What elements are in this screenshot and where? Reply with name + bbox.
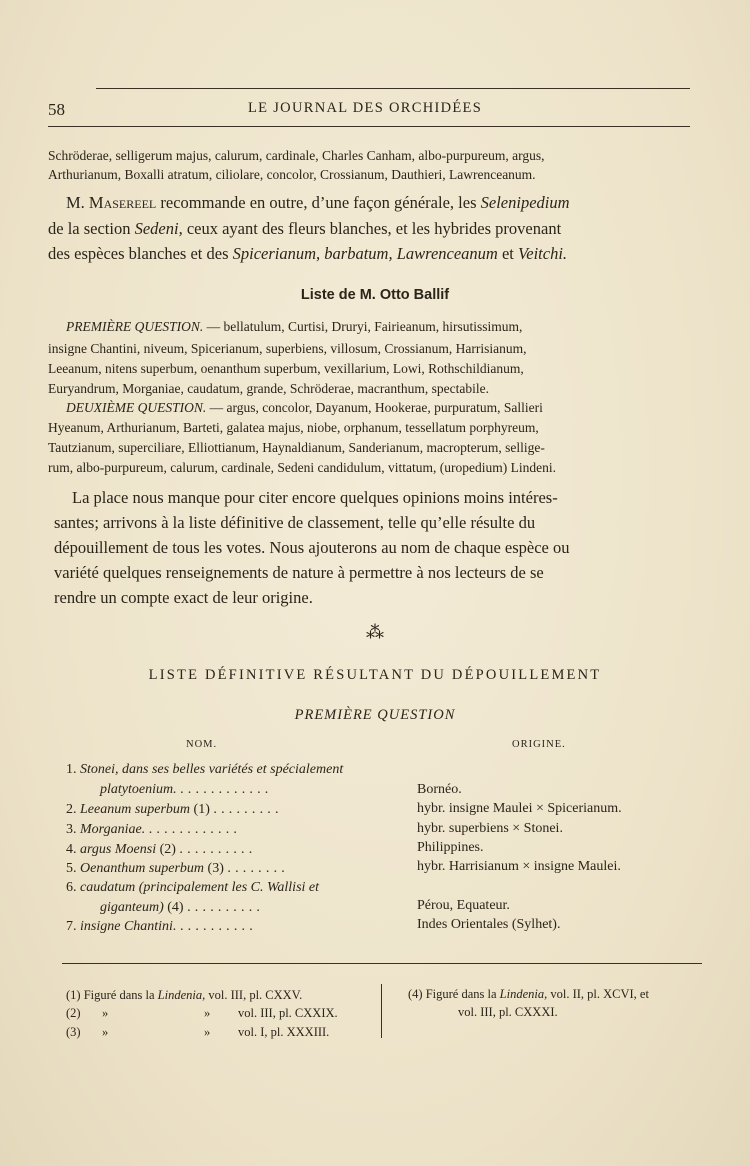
- origin-cell: Indes Orientales (Sylhet).: [417, 917, 561, 932]
- table-row: 4. argus Moensi (2) ..........: [66, 842, 257, 857]
- text-line: Hyeanum, Arthurianum, Barteti, galatea majus, niobe, orphanum, tessellatum porphyreum,: [48, 420, 539, 435]
- table-row: 2. Leeanum superbum (1) .........: [66, 802, 283, 817]
- table-row-continuation: giganteum) (4) ..........: [100, 900, 265, 915]
- header-top-rule: [96, 88, 690, 89]
- text-line: santes; arrivons à la liste définitive de classement, telle qu’elle résulte du: [54, 513, 536, 532]
- text-line: Arthurianum, Boxalli atratum, ciliolare, concolor, Crossianum, Dauthieri, Lawrenceanum.: [48, 167, 536, 182]
- final-list-subtitle: PREMIÈRE QUESTION: [294, 707, 456, 723]
- text-line: insigne Chantini, niveum, Spicerianum, superbiens, villosum, Crossianum, Harrisianum,: [48, 341, 527, 356]
- table-row: 6. caudatum (principalement les C. Wallisi et: [66, 880, 320, 895]
- text-line: Euryandrum, Morganiae, caudatum, grande, Schröderae, macranthum, spectabile.: [48, 381, 489, 396]
- table-row: 5. Oenanthum superbum (3) ........: [66, 861, 289, 876]
- running-header: [48, 88, 690, 130]
- header-bottom-rule: [48, 126, 690, 127]
- table-row: 7. insigne Chantini. ..........: [66, 919, 257, 934]
- list-heading: Liste de M. Otto Ballif: [300, 287, 450, 303]
- text-line: variété quelques renseignements de nature à permettre à nos lecteurs de se: [54, 563, 544, 582]
- page-number: 58: [48, 100, 65, 119]
- asterism-ornament: ⁂: [366, 622, 384, 642]
- footnote-column-divider: [381, 984, 382, 1038]
- origin-cell: hybr. insigne Maulei × Spicerianum.: [417, 801, 622, 816]
- origin-cell: hybr. superbiens × Stonei.: [417, 821, 563, 836]
- text-line: Schröderae, selligerum majus, calurum, cardinale, Charles Canham, albo-purpureum, argus,: [48, 148, 545, 163]
- text-line: Tautzianum, superciliare, Elliottianum, Haynaldianum, Sanderianum, macropterum, sellige-: [48, 440, 545, 455]
- origin-cell: Bornéo.: [417, 782, 462, 797]
- table-row-continuation: platytoenium. ............: [100, 782, 273, 797]
- question-2-label: DEUXIÈME QUESTION.: [66, 400, 207, 415]
- table-row: 1. Stonei, dans ses belles variétés et spécialement: [66, 762, 344, 777]
- table-row: 3. Morganiae. ............: [66, 822, 242, 837]
- column-header-origine: ORIGINE.: [512, 739, 566, 750]
- origin-cell: Pérou, Equateur.: [417, 898, 510, 913]
- journal-title: LE JOURNAL DES ORCHIDÉES: [248, 100, 483, 116]
- column-header-nom: NOM.: [186, 739, 218, 750]
- question-2-line: DEUXIÈME QUESTION. — argus, concolor, Dayanum, Hookerae, purpuratum, Sallieri: [66, 400, 543, 415]
- footnote-4: (4) Figuré dans la Lindenia, vol. II, pl. XCVI, et: [408, 987, 649, 1001]
- footnote-3: (3) » » vol. I, pl. XXXIII.: [66, 1025, 330, 1039]
- text-line: Leeanum, nitens superbum, oenanthum superbum, vexillarium, Lowi, Rothschildianum,: [48, 361, 524, 376]
- footnote-rule: [62, 963, 702, 964]
- origin-cell: Philippines.: [417, 840, 484, 855]
- text-line: de la section Sedeni, ceux ayant des fleurs blanches, et les hybrides provenant: [48, 219, 562, 238]
- text-line: La place nous manque pour citer encore quelques opinions moins intéres-: [72, 488, 558, 507]
- text-line: des espèces blanches et des Spicerianum, barbatum, Lawrenceanum et Veitchi.: [48, 244, 568, 263]
- text-line: dépouillement de tous les votes. Nous ajouterons au nom de chaque espèce ou: [54, 538, 570, 557]
- origin-cell: hybr. Harrisianum × insigne Maulei.: [417, 859, 621, 874]
- text-line: rendre un compte exact de leur origine.: [54, 588, 313, 607]
- footnote-2: (2) » » vol. III, pl. CXXIX.: [66, 1006, 338, 1020]
- question-1-line: PREMIÈRE QUESTION. — bellatulum, Curtisi, Druryi, Fairieanum, hirsutissimum,: [66, 319, 523, 334]
- question-1-label: PREMIÈRE QUESTION.: [66, 319, 204, 334]
- footnote-4-continuation: vol. III, pl. CXXXI.: [458, 1005, 558, 1019]
- text-line: rum, albo-purpureum, calurum, cardinale, Sedeni candidulum, vittatum, (uropedium) Lindeni.: [48, 460, 556, 475]
- footnote-1: (1) Figuré dans la Lindenia, vol. III, pl. CXXV.: [66, 988, 303, 1002]
- final-list-title: LISTE DÉFINITIVE RÉSULTANT DU DÉPOUILLEMENT: [148, 667, 602, 683]
- text-line: M. Masereel recommande en outre, d’une façon générale, les Selenipedium: [66, 193, 570, 212]
